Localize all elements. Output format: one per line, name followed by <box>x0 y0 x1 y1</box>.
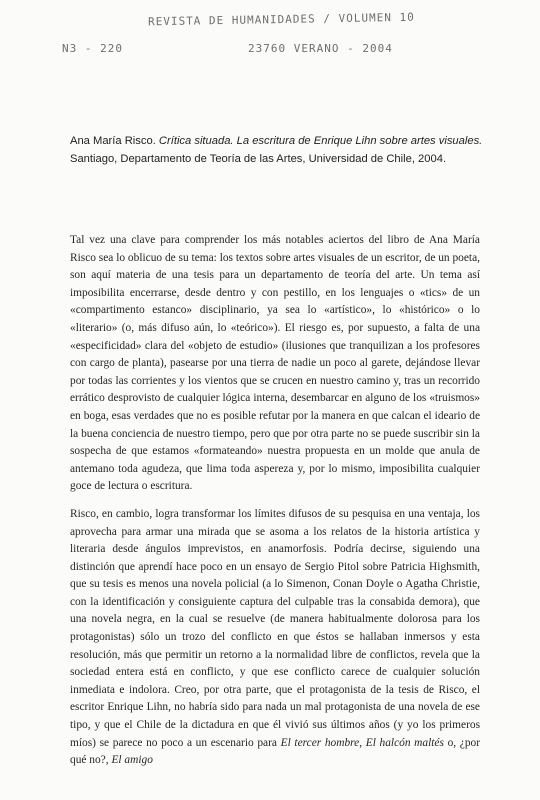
book-author: Ana María Risco. <box>70 135 156 147</box>
paragraph <box>70 506 480 770</box>
film-title: El tercer hombre <box>280 736 360 749</box>
handwritten-catalog-number: N3 - 220 <box>62 42 123 55</box>
film-title: El halcón maltés <box>365 736 444 749</box>
separator-text: , <box>359 736 366 749</box>
review-body <box>70 232 480 770</box>
book-publication: Santiago, Departamento de Teoría de las Artes, Universidad de Chile, 2004. <box>70 153 447 165</box>
paragraph: Tal vez una clave para comprender los más notables aciertos del libro de Ana María Risco sea lo oblicuo de su tema: los textos sobre artes visuales de un escritor, de un poeta, son aquí materia de una tesis para un departamento de teoría del arte. Un tema así imposibilita encerrarse, desde dentro y con pestillo, en los lenguajes o «tics» de un «compartimento estanco» disciplinario, ya sea lo «artístico», lo «histórico» o lo «literario» (o, más difuso aún, lo «teórico»). El riesgo es, por supuesto, a falta de una «especificidad» clara del «objeto de estudio» (ilusiones que tranquilizan a los profesores con cargo de planta), pasearse por una tierra de nadie un poco al garete, dejándose llevar por todas las corrientes y los vientos que se crucen en nuestro camino y, tras un recorrido errático desprovisto de cualquier lógica interna, desembarcar en alguno de los «truismos» en boga, esas verdades que no es posible refutar por la manera en que calcan el ideario de la buena conciencia de nuestro tiempo, pero que por otra parte no se puede suscribir sin la sospecha de que estamos «formateando» nuestra propuesta en un molde que anula de antemano toda agudeza, que lima toda aspereza y, por lo mismo, imposibilita cualquier goce de lectura o escritura. <box>70 234 480 493</box>
review-heading <box>70 132 485 168</box>
handwritten-journal-note: REVISTA DE HUMANIDADES / VOLUMEN 10 <box>147 10 415 29</box>
film-title: El amigo <box>111 754 153 767</box>
book-title: Crítica situada. La escritura de Enrique Lihn sobre artes visuales. <box>158 135 483 147</box>
paragraph-text: Risco, en cambio, logra transformar los límites difusos de su pesquisa en una ventaja, los aprovecha para armar una mirada que se asoma a los relatos de la historia artística y literaria desde ángulos imprevistos, en anamorfosis. Podría decirse, siguiendo una distinción que aprendí hace poco en un ensayo de Sergio Pitol sobre Patricia Highsmith, que su tesis es menos una novela policial (a lo Simenon, Conan Doyle o Agatha Christie, con la identificación y consiguiente captura del culpable tras la consabida demora), que una novela negra, en la cual se resuelve (de manera habitualmente dolorosa para los protagonistas) sólo un trozo del conflicto en que éstos se hallaban inmersos y esta resolución, más que permitir un retorno a la normalidad libre de conflictos, revela que la sociedad entera está en conflicto, y que ese conflicto carece de cualquier solución inmediata e indolora. Creo, por otra parte, que el protagonista de la tesis de Risco, el escritor Enrique Lihn, no habría sido para nada un mal protagonista de una novela de ese tipo, y que el Chile de la dictadura en que él vivió sus últimos años (y yo los primeros míos) se parece no poco a un escenario para <box>70 507 480 749</box>
handwritten-issue-note: 23760 VERANO - 2004 <box>248 42 393 55</box>
separator-text: o, ¿por qué no?, <box>70 736 481 767</box>
